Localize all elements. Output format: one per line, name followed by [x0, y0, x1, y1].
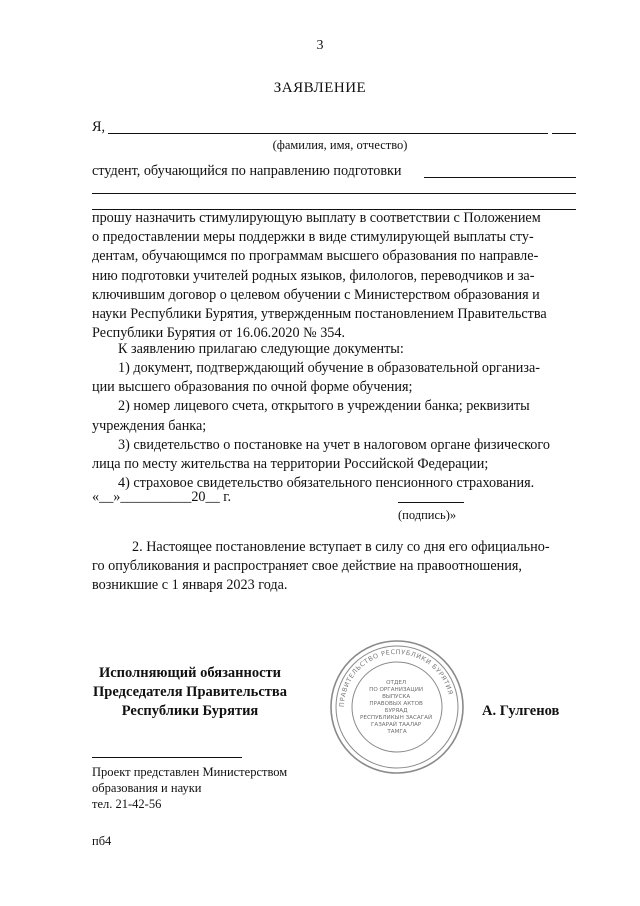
clause-2-line: го опубликования и распространяет свое действие на правоотношения, — [92, 558, 522, 575]
attachment-item-line: лица по месту жительства на территории Российской Федерации; — [92, 456, 489, 473]
attachment-item-line: 3) свидетельство о постановке на учет в налоговом органе физического — [118, 436, 550, 453]
student-line-text: студент, обучающийся по направлению подготовки — [92, 163, 402, 179]
footer-divider — [92, 757, 242, 758]
attachments-list — [92, 359, 586, 493]
signatory-position-line: Республики Бурятия — [121, 703, 259, 719]
svg-text:ОТДЕЛ ПО ОРГАНИЗАЦИИ: ОТДЕЛ ПО ОРГАНИЗАЦИИ ВЫПУСКА ПРАВОВЫХ АКТОВ БУРЯАД РЕСПУБЛИКЫН ЗАСАГАЙ ГАЗАРАЙ ТААЛАР ТАМГА — [360, 680, 433, 735]
footer-line: Проект представлен Министерством — [92, 765, 288, 779]
request-line: науки Республики Бурятия, утвержденным постановлением Правительства — [92, 306, 547, 323]
footer-note — [92, 764, 287, 812]
page-number: 3 — [316, 38, 324, 53]
footer-code: пб4 — [92, 834, 112, 848]
attachment-item-line: 4) страховое свидетельство обязательного пенсионного страхования. — [118, 475, 535, 492]
seal-ring-text: ПРАВИТЕЛЬСТВО РЕСПУБЛИКИ БУРЯТИЯ — [337, 647, 455, 708]
request-line: Республики Бурятия от 16.06.2020 № 354. — [92, 325, 346, 342]
attachment-item-line: 2) номер лицевого счета, открытого в учреждении банка; реквизиты — [118, 398, 530, 415]
signature-hint: (подпись)» — [398, 508, 457, 522]
request-paragraph — [92, 209, 586, 343]
direction-blank-line — [424, 177, 576, 178]
blank-line-2 — [92, 193, 576, 194]
request-line: о предоставлении меры поддержки в виде стимулирующей выплаты сту- — [92, 229, 534, 246]
attachment-item-line: 1) документ, подтверждающий обучение в образовательной организа- — [118, 360, 540, 376]
signatory-name: А. Гулгенов — [482, 703, 560, 719]
request-line: прошу назначить стимулирующую выплату в соответствии с Положением — [92, 210, 541, 226]
signatory-position-line: Председателя Правительства — [93, 684, 287, 700]
footer-line: образования и науки — [92, 781, 202, 795]
signatory-position-line: Исполняющий обязанности — [98, 665, 282, 681]
attachment-item-line: учреждения банка; — [92, 417, 207, 434]
attachment-item-line: ции высшего образования по очной форме обучения; — [92, 379, 413, 396]
clause-2-line: возникшие с 1 января 2023 года. — [92, 577, 288, 594]
request-line: дентам, обучающимся по программам высшего образования по направле- — [92, 248, 539, 265]
ya-label: Я, — [92, 119, 106, 135]
date-line: «__»__________20__ г. — [92, 489, 231, 505]
fio-blank-line-end — [552, 133, 576, 134]
official-seal — [328, 638, 466, 776]
clause-2-paragraph — [92, 538, 586, 596]
fio-hint: (фамилия, имя, отчество) — [272, 138, 408, 152]
footer-line: тел. 21-42-56 — [92, 797, 162, 811]
signatory-position — [80, 664, 300, 721]
document-title: ЗАЯВЛЕНИЕ — [273, 80, 367, 96]
fio-blank-line — [108, 133, 548, 134]
attachments-intro: К заявлению прилагаю следующие документы: — [118, 341, 404, 357]
signature-blank-line — [398, 502, 464, 503]
request-line: ключившим договор о целевом обучении с Министерством образования и — [92, 286, 540, 303]
clause-2-line: 2. Настоящее постановление вступает в силу со дня его официально- — [132, 539, 550, 555]
request-line: нию подготовки учителей родных языков, филологов, переводчиков и за- — [92, 267, 535, 284]
